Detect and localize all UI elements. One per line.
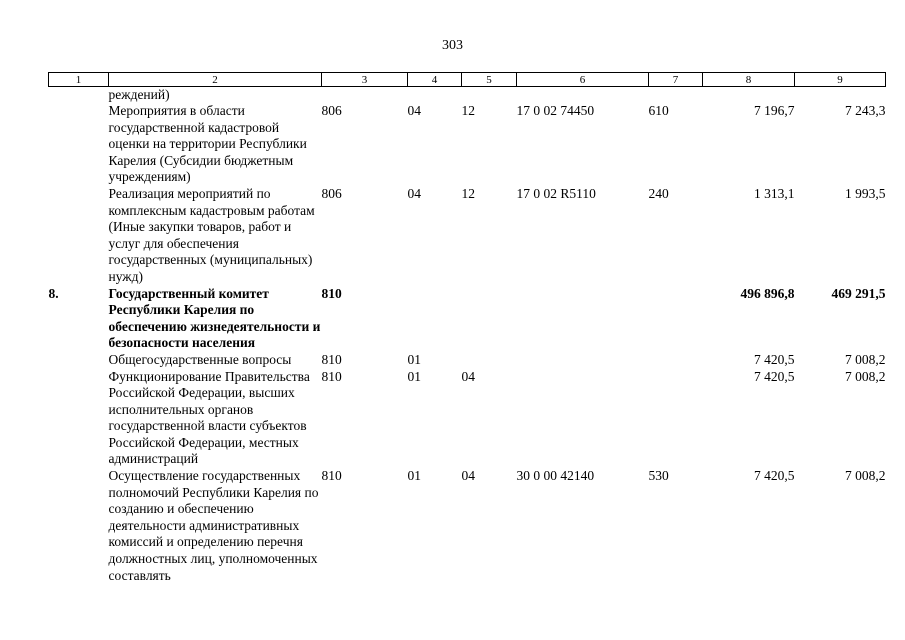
row-expense-type: 610: [648, 103, 669, 118]
row-subsection: [462, 352, 517, 369]
column-header: 4: [408, 73, 462, 87]
row-amount-col9: 7 008,2: [845, 351, 886, 367]
row-number: [49, 103, 109, 186]
row-amount-col8: 7 420,5: [754, 351, 795, 367]
row-amount-col9: 7 243,3: [845, 103, 886, 118]
table-row: [49, 87, 886, 104]
row-ministry-code: 810: [321, 368, 342, 384]
row-ministry-code: 810: [321, 285, 342, 301]
row-section: 01: [407, 468, 421, 484]
row-number: [49, 87, 109, 104]
row-ministry-code: 806: [321, 103, 342, 118]
table-row: [49, 369, 886, 469]
column-number-row: [49, 73, 886, 87]
row-number: [49, 369, 109, 469]
column-header: 2: [109, 73, 322, 87]
row-section: [408, 286, 462, 352]
column-header: 3: [322, 73, 408, 87]
row-name: Реализация мероприятий по комплексным кадастровым работам (Иные закупки товаров, работ и услуг для обеспечения государственных (муниципальных) нужд): [108, 185, 315, 284]
table-row: [49, 468, 886, 584]
row-amount-col8: 1 313,1: [754, 185, 795, 201]
row-number: [49, 468, 109, 584]
row-subsection: [462, 286, 517, 352]
column-header: 6: [517, 73, 649, 87]
row-target-article: [517, 286, 649, 352]
row-subsection: 04: [461, 368, 475, 384]
table-row: [49, 352, 886, 369]
row-target-article: 17 0 02 R5110: [516, 185, 596, 201]
row-name: Осуществление государственных полномочий Республики Карелия по созданию и обеспечению деятельности административных комиссий и определению перечня должностных лиц, уполномоченных составлять: [108, 468, 319, 583]
row-amount-col9: 7 008,2: [845, 468, 886, 484]
row-amount-col8: 7 196,7: [754, 103, 795, 118]
column-header: 7: [649, 73, 703, 87]
row-ministry-code: 806: [321, 185, 342, 201]
row-amount-col9: 1 993,5: [845, 185, 886, 201]
row-number: 8.: [48, 285, 59, 301]
row-number: [49, 186, 109, 286]
row-section: 01: [407, 368, 421, 384]
row-target-article: [517, 87, 649, 104]
column-header: 8: [703, 73, 795, 87]
table-row: [49, 186, 886, 286]
row-expense-type: [649, 286, 703, 352]
row-name: реждений): [108, 87, 170, 102]
row-expense-type: 530: [648, 468, 669, 484]
row-ministry-code: 810: [321, 351, 342, 367]
row-name: Государственный комитет Республики Карелия по обеспечению жизнедеятельности и безопасности населения: [108, 285, 321, 351]
row-target-article: [517, 369, 649, 469]
page-number: 303: [442, 38, 463, 53]
table-row: [49, 103, 886, 186]
column-header: 5: [462, 73, 517, 87]
row-name: Мероприятия в области государственной кадастровой оценки на территории Республики Карелия (Субсидии бюджетным учреждениям): [108, 103, 307, 185]
row-section: 04: [407, 185, 421, 201]
row-target-article: 17 0 02 74450: [516, 103, 595, 118]
row-number: [49, 352, 109, 369]
row-amount-col8: [703, 87, 795, 104]
budget-table: [48, 72, 886, 584]
row-subsection: 12: [461, 185, 475, 201]
row-section: 01: [407, 351, 421, 367]
row-subsection: 04: [461, 468, 475, 484]
row-section: 04: [407, 103, 421, 118]
table-row: [49, 286, 886, 352]
row-expense-type: [649, 369, 703, 469]
row-name: Функционирование Правительства Российской Федерации, высших исполнительных органов государственной власти субъектов Российской Федерации, местных администраций: [108, 368, 310, 467]
row-subsection: [462, 87, 517, 104]
row-ministry-code: [322, 87, 408, 104]
row-target-article: [517, 352, 649, 369]
row-amount-col9: 469 291,5: [831, 285, 886, 301]
row-expense-type: 240: [648, 185, 669, 201]
column-header: 1: [49, 73, 109, 87]
row-expense-type: [649, 352, 703, 369]
row-amount-col8: 7 420,5: [754, 468, 795, 484]
row-target-article: 30 0 00 42140: [516, 468, 595, 484]
column-header: 9: [795, 73, 886, 87]
row-amount-col9: 7 008,2: [845, 368, 886, 384]
row-ministry-code: 810: [321, 468, 342, 484]
row-name: Общегосударственные вопросы: [108, 351, 292, 367]
row-expense-type: [649, 87, 703, 104]
row-section: [408, 87, 462, 104]
row-amount-col9: [795, 87, 886, 104]
row-amount-col8: 7 420,5: [754, 368, 795, 384]
row-subsection: 12: [461, 103, 475, 118]
row-amount-col8: 496 896,8: [740, 285, 795, 301]
